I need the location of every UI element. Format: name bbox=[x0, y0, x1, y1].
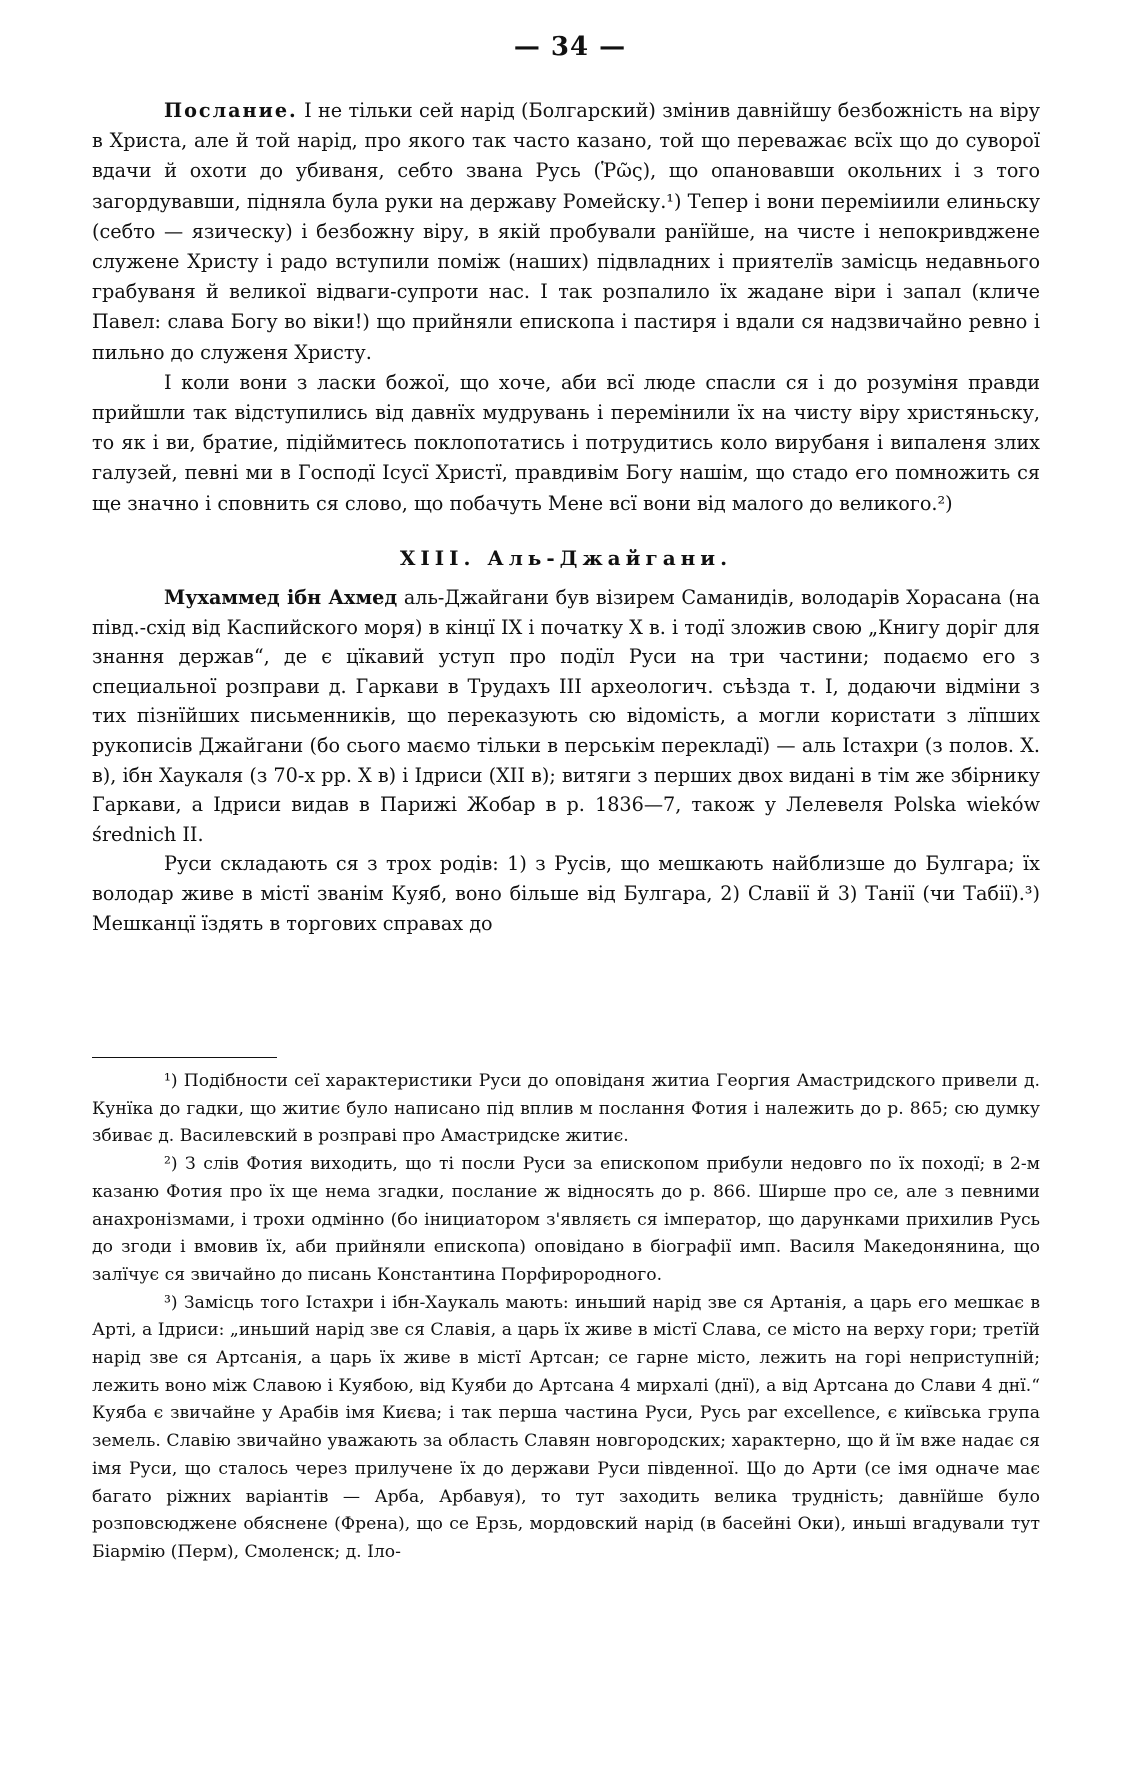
footnote-2: ²) З слів Фотия виходить, що ті посли Руси за епископом прибули недовго по їх походї; в 2-м казаню Фотия про їх ще нема згадки, послание ж відносять до р. 866. Ширше про се, але з певними анахронізмами, і трохи одмінно (бо інициатором з'являєть ся імператор, що дарунками прихилив Русь до згоди і вмовив їх, аби прийняли епископа) оповідано в біографії имп. Василя Македонянина, що залїчує ся звичайно до писань Константина Порфирородного. bbox=[92, 1154, 1040, 1285]
paragraph-1-text: І не тільки сей нарід (Болгарский) змінив давнійшу безбожність на віру в Христа, але й той нарід, про якого так часто казано, той що переважає всїх що до суворої вдачи й охоти до убиваня, себто звана Русь (Ῥῶς), що опановавши окольних і з того загордувавши, підняла була руки на державу Ромейску.¹) Тепер і вони переміиили елиньску (себто — язическу) і безбожну віру, в якій пробували ранїйше, на чисте і непокривджене служене Христу і радо вступили поміж (наших) підвладних і приятелїв замісць недавнього грабуваня й великої відваги-супроти нас. І так розпалило їх жадане віри і запал (кличе Павел: слава Богу во віки!) що прийняли епископа і пастиря і вдали ся надзвичайно ревно і пильно до служеня Христу. bbox=[92, 99, 1040, 364]
section-paragraph-1-text: аль-Джайгани був візирем Саманидів, володарів Хорасана (на півд.-схід від Каспийского моря) в кінцї IX і початку X в. і тодї зложив свою „Книгу доріг для знання держав“, де є цїкавий уступ про подїл Руси на три частини; подаємо его з специальної розправи д. Гаркави в Трудахъ III археологич. съѣзда т. I, додаючи відміни з тих пізнїйших письменників, що переказують сю відомість, а могли користати з лїпших рукописів Джайгани (бо сього маємо тільки в перськім перекладї) — аль Істахри (з полов. X. в), ібн Хаукаля (з 70-х рр. X в) і Ідриси (XII в); витяги з перших двох видані в тім же збірнику Гаркави, а Ідриси видав в Парижі Жобар в р. 1836—7, також у Лелевеля Polska wieków średnich II. bbox=[92, 586, 1040, 846]
main-text bbox=[92, 96, 1040, 938]
paragraph-lead: Послание. bbox=[164, 99, 298, 122]
section-heading: XIII. Аль-Джайгани. bbox=[399, 545, 733, 570]
section-paragraph-lead: Мухаммед ібн Ахмед bbox=[164, 586, 398, 610]
footnote-divider bbox=[92, 1057, 277, 1058]
section-paragraph-2: Руси складають ся з трох родів: 1) з Русів, що мешкають найблизше до Булгара; їх володар живе в містї званім Куяб, воно більше від Булгара, 2) Славії й 3) Танії (чи Табії).³) Мешканцї їздять в торгових справах до bbox=[92, 852, 1040, 935]
paragraph-1 bbox=[92, 96, 1040, 368]
section-text bbox=[92, 583, 1040, 938]
section-paragraph-1 bbox=[92, 583, 1040, 849]
footnotes bbox=[92, 1068, 1040, 1567]
footnote-1: ¹) Подібности сеї характеристики Руси до оповіданя житиа Георгия Амастридского привели д. Кунїка до гадки, що житиє було написано під вплив м послання Фотия і належить до р. 865; сю думку збиває д. Василевский в розправі про Амастридске житиє. bbox=[92, 1071, 1040, 1147]
paragraph-2: І коли вони з ласки божої, що хоче, аби всї люде спасли ся і до розуміня правди прийшли так відступились від давнїх мудрувань і перемінили їх на чисту віру христяньску, то як і ви, братие, підіймитесь поклопотатись і потрудитись коло вирубаня і випаленя злих галузей, певні ми в Господї Ісусї Христї, правдивім Богу нашім, що стадо его помножить ся ще значно і сповнить ся слово, що побачуть Мене всї вони від малого до великого.²) bbox=[92, 370, 1040, 515]
page-number: — 34 — bbox=[513, 32, 627, 62]
footnote-3: ³) Замісць того Істахри і ібн-Хаукаль мають: иньший нарід зве ся Артанія, а царь его мешкає в Арті, а Ідриси: „иньший нарід зве ся Славія, а царь їх живе в містї Слава, се місто на верху гори; третїй нарід зве ся Артсанія, а царь їх живе в містї Артсан; се гарне місто, лежить на горі неприступній; лежить воно між Славою і Куябою, від Куяби до Артсана 4 мирхалі (днї), а від Артсана до Слави 4 днї.“ Куяба є звичайне у Арабів імя Києва; і так перша частина Руси, Русь par excellence, є київська група земель. Славію звичайно уважають за область Славян новгородских; характерно, що й їм вже надає ся імя Руси, що сталось через прилучене їх до держави Руси південної. Що до Арти (се імя одначе має багато ріжних варіантів — Арба, Арбавуя), то тут заходить велика трудність; давнїйше було розповсюджене обяснене (Френа), що се Ерзь, мордовский нарід (в басейні Оки), иньші вгадували тут Біармію (Перм), Смоленск; д. Іло- bbox=[92, 1292, 1040, 1562]
